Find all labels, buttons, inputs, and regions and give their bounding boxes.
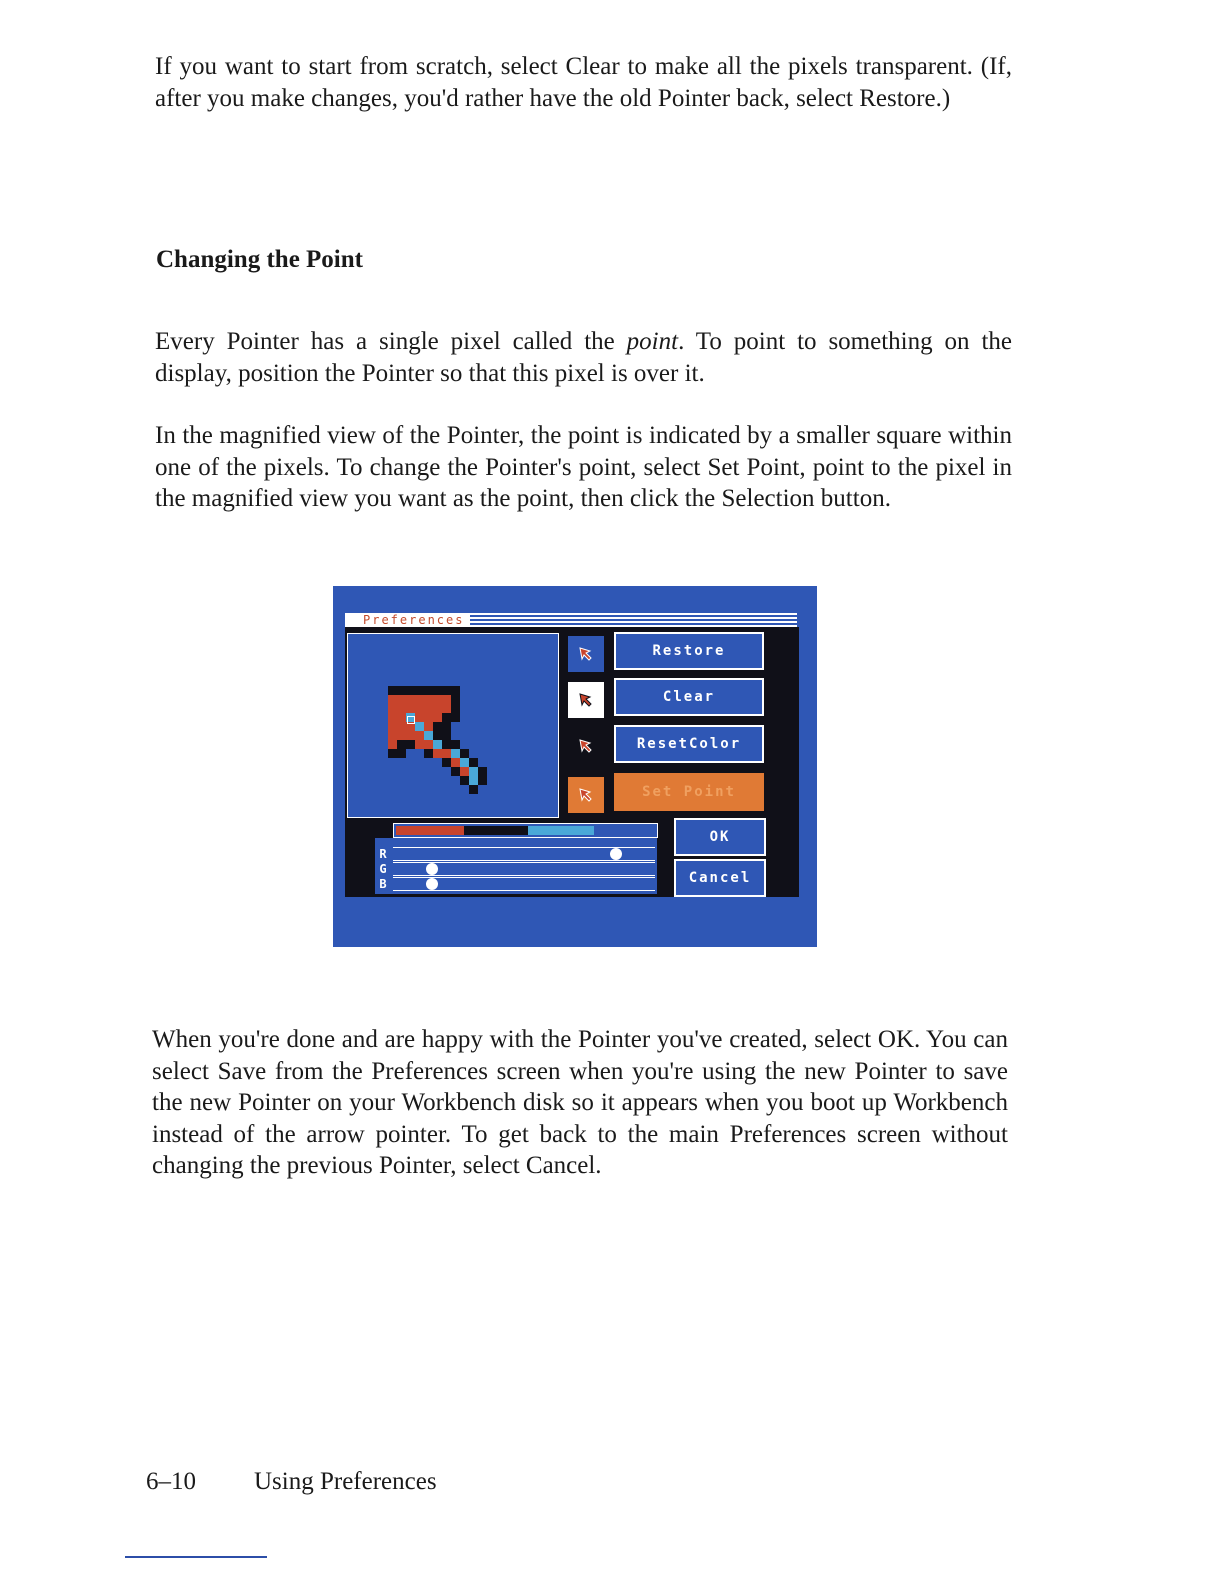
pointer-pixel[interactable] xyxy=(415,740,424,749)
green-slider-knob[interactable] xyxy=(426,863,438,875)
pointer-pixel[interactable] xyxy=(442,713,451,722)
green-slider[interactable] xyxy=(393,862,655,876)
palette-black[interactable] xyxy=(464,826,528,835)
pointer-pixel[interactable] xyxy=(442,740,451,749)
pointer-pixel[interactable] xyxy=(406,740,415,749)
rgb-sliders xyxy=(375,838,657,894)
pointer-pixel[interactable] xyxy=(433,713,442,722)
pointer-pixel[interactable] xyxy=(388,731,397,740)
pointer-pixel[interactable] xyxy=(460,749,469,758)
pointer-pixel[interactable] xyxy=(451,740,460,749)
pointer-pixel[interactable] xyxy=(388,713,397,722)
arrow-pointer-icon xyxy=(578,692,594,708)
slider-label-r: R xyxy=(379,847,387,861)
pointer-pixel[interactable] xyxy=(442,731,451,740)
window-title: Preferences xyxy=(345,613,470,627)
pointer-pixel[interactable] xyxy=(424,722,433,731)
magnified-pointer-canvas[interactable] xyxy=(347,633,559,818)
pointer-pixel[interactable] xyxy=(415,686,424,695)
pointer-pixel[interactable] xyxy=(406,686,415,695)
chapter-title: Using Preferences xyxy=(254,1468,437,1495)
section-heading: Changing the Point xyxy=(156,246,363,273)
pointer-pixel[interactable] xyxy=(451,704,460,713)
pointer-pixel[interactable] xyxy=(406,695,415,704)
pointer-pixel[interactable] xyxy=(415,713,424,722)
pointer-pixel[interactable] xyxy=(451,695,460,704)
pointer-pixel[interactable] xyxy=(415,731,424,740)
pointer-pixel[interactable] xyxy=(388,695,397,704)
cancel-button[interactable]: Cancel xyxy=(674,859,766,897)
paragraph-point-definition xyxy=(155,326,1012,389)
pointer-pixel[interactable] xyxy=(433,695,442,704)
pointer-pixel[interactable] xyxy=(478,767,487,776)
palette-cyan[interactable] xyxy=(528,826,594,835)
pointer-pixel[interactable] xyxy=(397,731,406,740)
footer-rule xyxy=(125,1556,267,1558)
pointer-pixel[interactable] xyxy=(424,686,433,695)
pointer-pixel[interactable] xyxy=(424,713,433,722)
color-swatch-white[interactable] xyxy=(568,682,604,718)
pointer-editor-screenshot xyxy=(333,586,817,947)
window-title-bar[interactable] xyxy=(345,613,797,627)
pointer-pixel[interactable] xyxy=(433,740,442,749)
slider-label-g: G xyxy=(379,862,387,876)
pointer-pixel[interactable] xyxy=(469,785,478,794)
pointer-pixel[interactable] xyxy=(451,767,460,776)
pointer-pixel[interactable] xyxy=(397,740,406,749)
pointer-pixel[interactable] xyxy=(469,776,478,785)
color-swatch-black[interactable] xyxy=(568,728,604,764)
pointer-pixel[interactable] xyxy=(451,758,460,767)
pointer-pixel[interactable] xyxy=(451,686,460,695)
pointer-pixel[interactable] xyxy=(388,704,397,713)
pointer-pixel[interactable] xyxy=(433,731,442,740)
pointer-pixel[interactable] xyxy=(415,722,424,731)
paragraph-ok-cancel: When you're done and are happy with the Pointer you've created, select OK. You can select Save from the Preferences screen when you're using the new Pointer to save the new Pointer on your Workbench disk so it appears when you boot up Workbench instead of the arrow pointer. To get back to the main Preferences screen without changing the previous Pointer, select Cancel. xyxy=(152,1026,1008,1179)
arrow-pointer-icon xyxy=(578,738,594,754)
pointer-pixel[interactable] xyxy=(397,749,406,758)
pointer-pixel[interactable] xyxy=(397,686,406,695)
page-number: 6–10 xyxy=(146,1468,196,1495)
paragraph-clear-restore: If you want to start from scratch, select Clear to make all the pixels transparent. (If, after you make changes, you'd rather have the old Pointer back, select Restore.) xyxy=(155,53,1012,112)
slider-label-b: B xyxy=(379,877,387,891)
color-swatch-orange[interactable] xyxy=(568,777,604,813)
pointer-pixel[interactable] xyxy=(406,731,415,740)
pointer-pixel[interactable] xyxy=(442,722,451,731)
arrow-pointer-icon xyxy=(578,787,594,803)
pointer-pixel[interactable] xyxy=(415,695,424,704)
paragraph-point-after: . To point to something on the display, position the Pointer so that this pixel is over it. xyxy=(155,328,1012,387)
pointer-pixel[interactable] xyxy=(424,740,433,749)
pointer-pixel[interactable] xyxy=(388,686,397,695)
pointer-pixel[interactable] xyxy=(433,722,442,731)
pointer-pixel[interactable] xyxy=(397,722,406,731)
pointer-pixel[interactable] xyxy=(460,776,469,785)
pointer-pixel[interactable] xyxy=(442,758,451,767)
reset-color-button[interactable]: ResetColor xyxy=(614,725,764,763)
restore-button[interactable]: Restore xyxy=(614,632,764,670)
pointer-pixel[interactable] xyxy=(442,686,451,695)
pointer-pixel[interactable] xyxy=(442,749,451,758)
point-marker xyxy=(407,716,415,724)
color-palette-bar[interactable] xyxy=(393,823,658,838)
paragraph-set-point: In the magnified view of the Pointer, the point is indicated by a smaller square within one of the pixels. To change the Pointer's point, select Set Point, point to the pixel in the magnified view you want as the point, then click the Selection button. xyxy=(155,422,1012,512)
blue-slider[interactable] xyxy=(393,877,655,891)
pointer-pixel[interactable] xyxy=(397,695,406,704)
pointer-pixel-grid[interactable] xyxy=(388,686,506,804)
pointer-pixel[interactable] xyxy=(388,740,397,749)
pointer-pixel[interactable] xyxy=(433,686,442,695)
pointer-pixel[interactable] xyxy=(460,758,469,767)
pointer-pixel[interactable] xyxy=(433,704,442,713)
set-point-button[interactable]: Set Point xyxy=(614,773,764,811)
blue-slider-knob[interactable] xyxy=(426,878,438,890)
pointer-pixel[interactable] xyxy=(397,704,406,713)
paragraph-point-before: Every Pointer has a single pixel called the xyxy=(155,328,627,355)
pointer-pixel[interactable] xyxy=(424,731,433,740)
point-term: point xyxy=(626,328,679,355)
pointer-pixel[interactable] xyxy=(388,722,397,731)
pointer-pixel[interactable] xyxy=(415,704,424,713)
pointer-pixel[interactable] xyxy=(451,749,460,758)
clear-button[interactable]: Clear xyxy=(614,678,764,716)
pointer-pixel[interactable] xyxy=(469,767,478,776)
red-slider[interactable] xyxy=(393,847,655,861)
pointer-pixel[interactable] xyxy=(406,704,415,713)
pointer-pixel[interactable] xyxy=(424,695,433,704)
pointer-pixel[interactable] xyxy=(469,758,478,767)
red-slider-knob[interactable] xyxy=(610,848,622,860)
pointer-pixel[interactable] xyxy=(478,776,487,785)
palette-red[interactable] xyxy=(396,826,464,835)
ok-button[interactable]: OK xyxy=(674,818,766,856)
pointer-pixel[interactable] xyxy=(388,749,397,758)
pointer-pixel[interactable] xyxy=(424,749,433,758)
arrow-pointer-icon xyxy=(578,646,594,662)
color-swatch-background[interactable] xyxy=(568,636,604,672)
pointer-pixel[interactable] xyxy=(424,704,433,713)
pointer-pixel[interactable] xyxy=(460,767,469,776)
pointer-pixel[interactable] xyxy=(397,713,406,722)
pointer-pixel[interactable] xyxy=(451,713,460,722)
pointer-pixel[interactable] xyxy=(433,749,442,758)
pointer-pixel[interactable] xyxy=(442,695,451,704)
pointer-pixel[interactable] xyxy=(442,704,451,713)
